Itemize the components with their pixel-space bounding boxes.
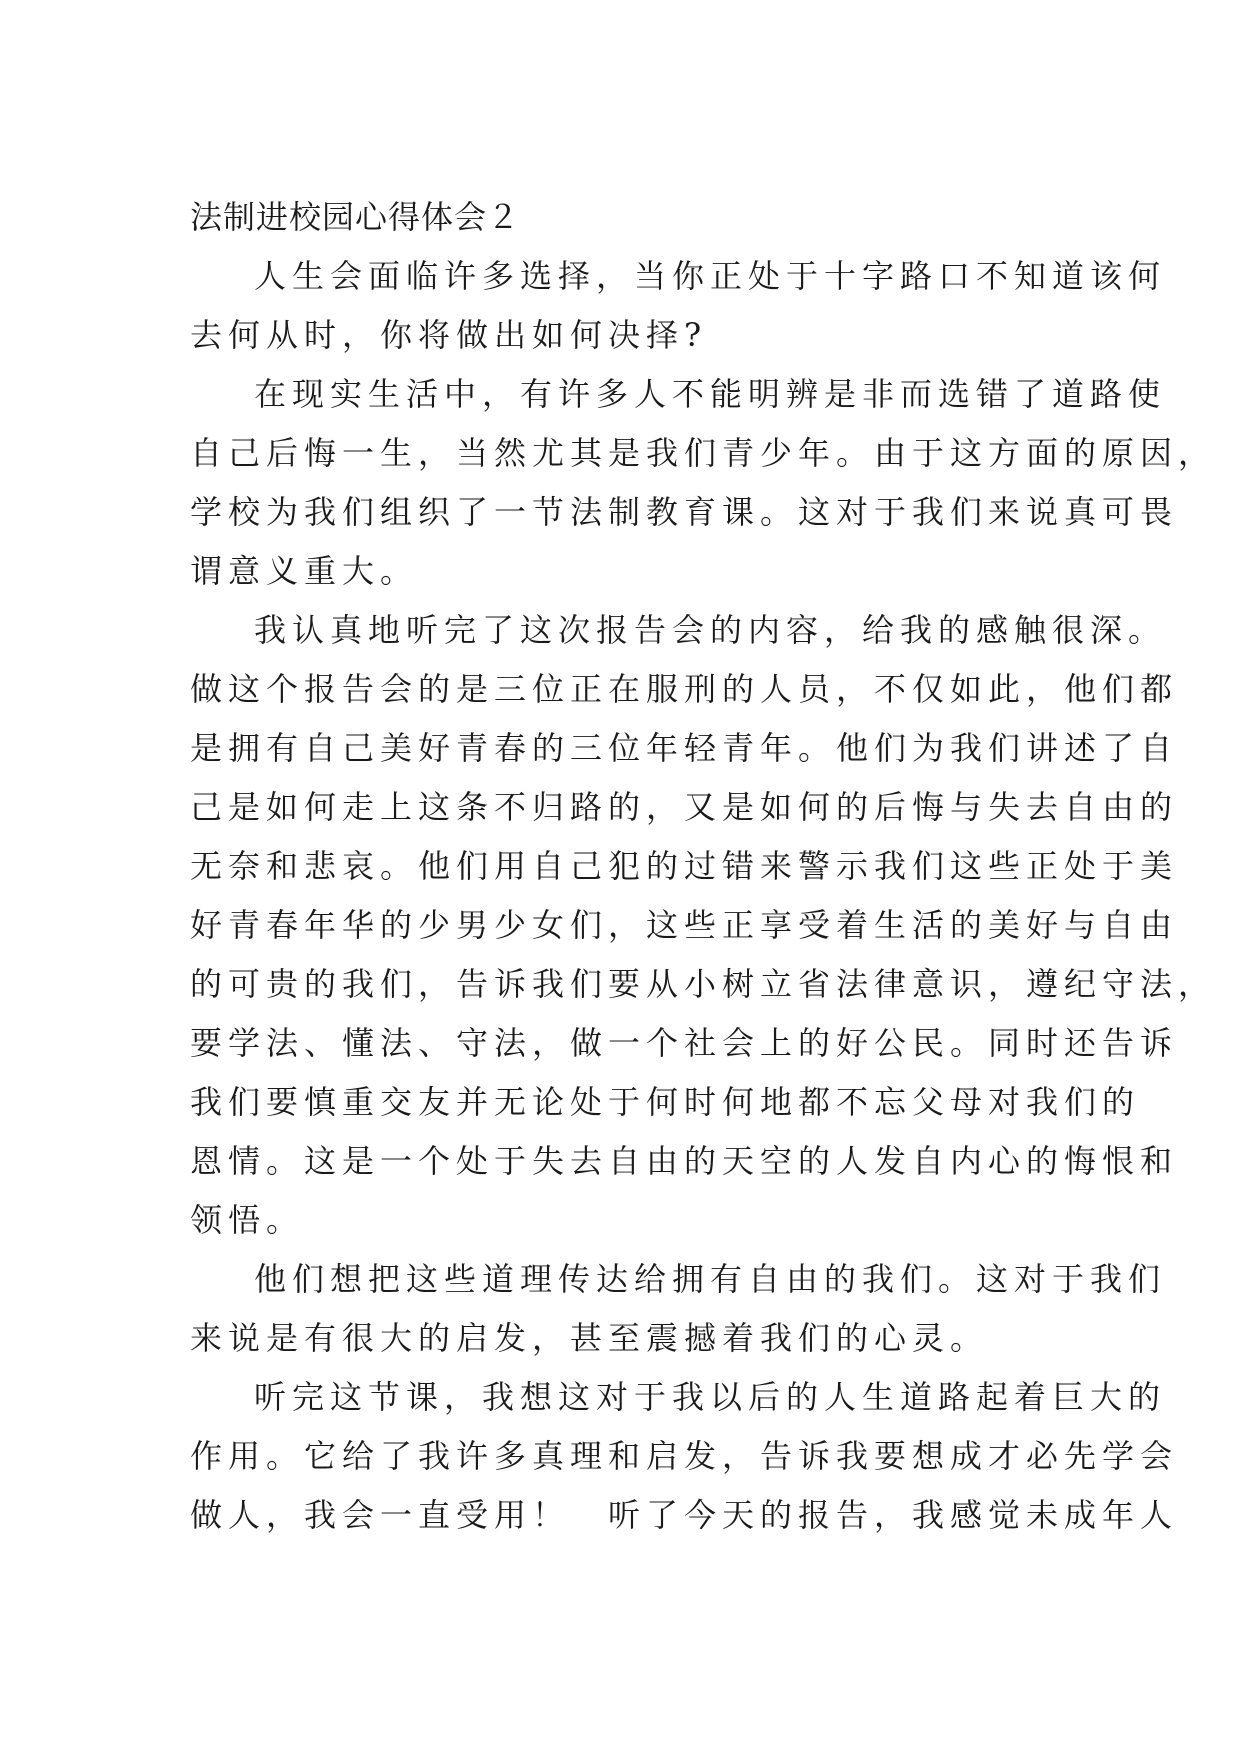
paragraph-1 xyxy=(190,247,1167,365)
text-line: 来说是有很大的启发，甚至震撼着我们的心灵。 xyxy=(190,1319,989,1357)
text-line: 恩情。这是一个处于失去自由的天空的人发自内心的悔恨和 xyxy=(190,1142,1179,1180)
paragraph-3 xyxy=(190,601,1217,1250)
text-line: 人生会面临许多选择，当你正处于十字路口不知道该何 xyxy=(254,257,1167,295)
text-line: 要学法、懂法、守法，做一个社会上的好公民。同时还告诉 xyxy=(190,1024,1179,1062)
text-line: 好青春年华的少男少女们，这些正享受着生活的美好与自由 xyxy=(190,906,1179,944)
text-line: 谓意义重大。 xyxy=(190,552,419,590)
paragraph-2 xyxy=(190,365,1217,601)
text-line: 是拥有自己美好青春的三位年轻青年。他们为我们讲述了自 xyxy=(190,729,1179,767)
paragraph-4 xyxy=(190,1250,1167,1368)
text-line: 听完这节课，我想这对于我以后的人生道路起着巨大的 xyxy=(254,1378,1167,1416)
text-line: 的可贵的我们，告诉我们要从小树立省法律意识，遵纪守法， xyxy=(190,965,1217,1003)
text-line: 做人，我会一直受用！ 听了今天的报告，我感觉未成年人 xyxy=(190,1496,1179,1534)
text-line: 无奈和悲哀。他们用自己犯的过错来警示我们这些正处于美 xyxy=(190,847,1179,885)
text-line: 去何从时，你将做出如何决择? xyxy=(190,316,708,354)
text-line: 他们想把这些道理传达给拥有自由的我们。这对于我们 xyxy=(254,1260,1167,1298)
text-line: 作用。它给了我许多真理和启发，告诉我要想成才必先学会 xyxy=(190,1437,1179,1475)
text-line: 在现实生活中，有许多人不能明辨是非而选错了道路使 xyxy=(254,375,1167,413)
text-line: 我认真地听完了这次报告会的内容，给我的感触很深。 xyxy=(254,611,1167,649)
text-line: 做这个报告会的是三位正在服刑的人员，不仅如此，他们都 xyxy=(190,670,1179,708)
text-line: 我们要慎重交友并无论处于何时何地都不忘父母对我们的 xyxy=(190,1083,1141,1121)
text-line: 己是如何走上这条不归路的，又是如何的后悔与失去自由的 xyxy=(190,788,1179,826)
text-line: 自己后悔一生，当然尤其是我们青少年。由于这方面的原因， xyxy=(190,434,1217,472)
document-body xyxy=(190,188,1217,1545)
text-line: 学校为我们组织了一节法制教育课。这对于我们来说真可畏 xyxy=(190,493,1179,531)
document-title: 法制进校园心得体会２ xyxy=(190,198,521,236)
paragraph-5 xyxy=(190,1368,1179,1545)
text-line: 领悟。 xyxy=(190,1201,305,1239)
